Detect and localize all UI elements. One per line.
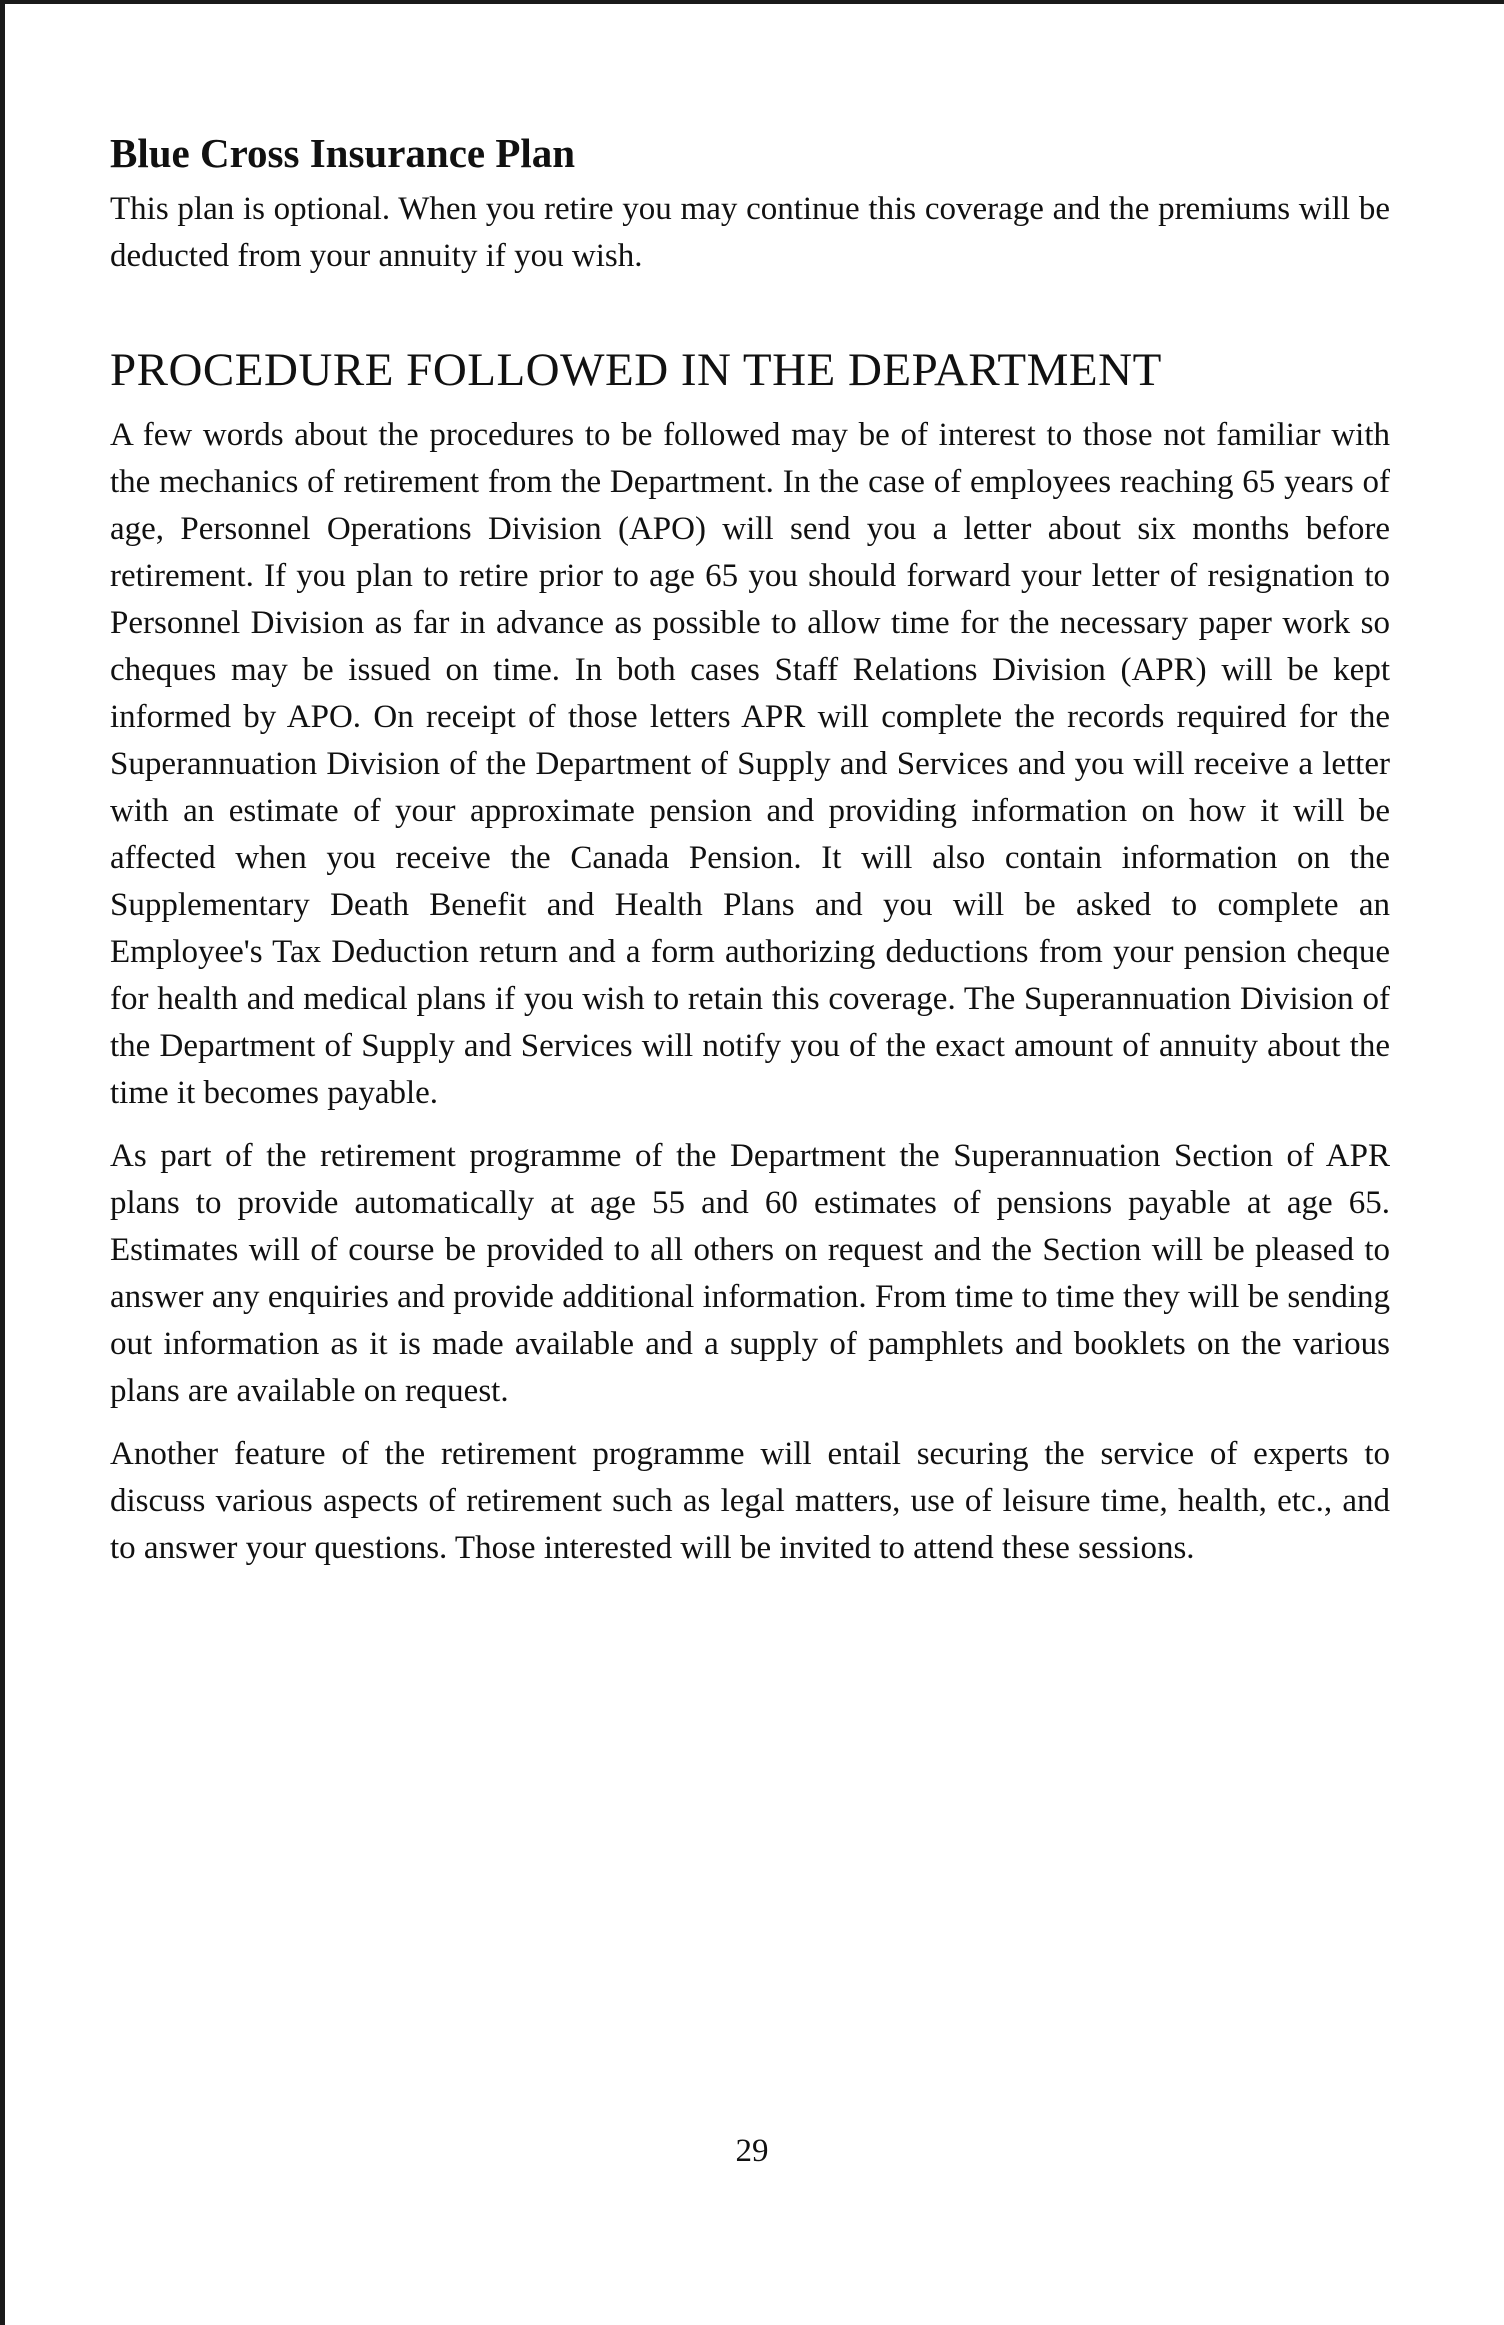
page-number: 29 (735, 2133, 769, 2169)
blue-cross-section (110, 128, 1390, 280)
procedure-paragraph: Another feature of the retirement programme will entail securing the service of experts to discuss various aspects of retirement such as legal matters, use of leisure time, health, etc., and to answer your questions. Those interested will be invited to attend these sessions. (110, 1436, 1390, 1566)
procedure-paragraph: As part of the retirement programme of the Department the Superannuation Section of APR plans to provide automatically at age 55 and 60 estimates of pensions payable at age 65. Estimates will of course be provided to all others on request and the Section will be pleased to answer any enquiries and provide additional information. From time to time they will be sending out information as it is made available and a supply of pamphlets and booklets on the various plans are available on request. (110, 1138, 1390, 1409)
blue-cross-heading: Blue Cross Insurance Plan (110, 130, 576, 176)
procedure-section (110, 342, 1390, 1572)
blue-cross-paragraph: This plan is optional. When you retire you may continue this coverage and the premiums will be deducted from your annuity if you wish. (110, 191, 1390, 274)
page-body (110, 128, 1390, 1588)
procedure-paragraph: A few words about the procedures to be followed may be of interest to those not familiar with the mechanics of retirement from the Department. In the case of employees reaching 65 years of age, Personnel Operations Division (APO) will send you a letter about six months before retirement. If you plan to retire prior to age 65 you should forward your letter of resignation to Personnel Division as far in advance as possible to allow time for the necessary paper work so cheques may be issued on time. In both cases Staff Relations Division (APR) will be kept informed by APO. On receipt of those letters APR will complete the records required for the Superannuation Division of the Department of Supply and Services and you will receive a letter with an estimate of your approximate pension and providing information on how it will be affected when you receive the Canada Pension. It will also contain information on the Supplementary Death Benefit and Health Plans and you will be asked to complete an Employee's Tax Deduction return and a form authorizing deductions from your pension cheque for health and medical plans if you wish to retain this coverage. The Superannuation Division of the Department of Supply and Services will notify you of the exact amount of annuity about the time it becomes payable. (110, 417, 1390, 1111)
page-border-left (0, 0, 5, 2325)
page-border-top (0, 0, 1504, 4)
procedure-heading: PROCEDURE FOLLOWED IN THE DEPARTMENT (110, 344, 1162, 396)
